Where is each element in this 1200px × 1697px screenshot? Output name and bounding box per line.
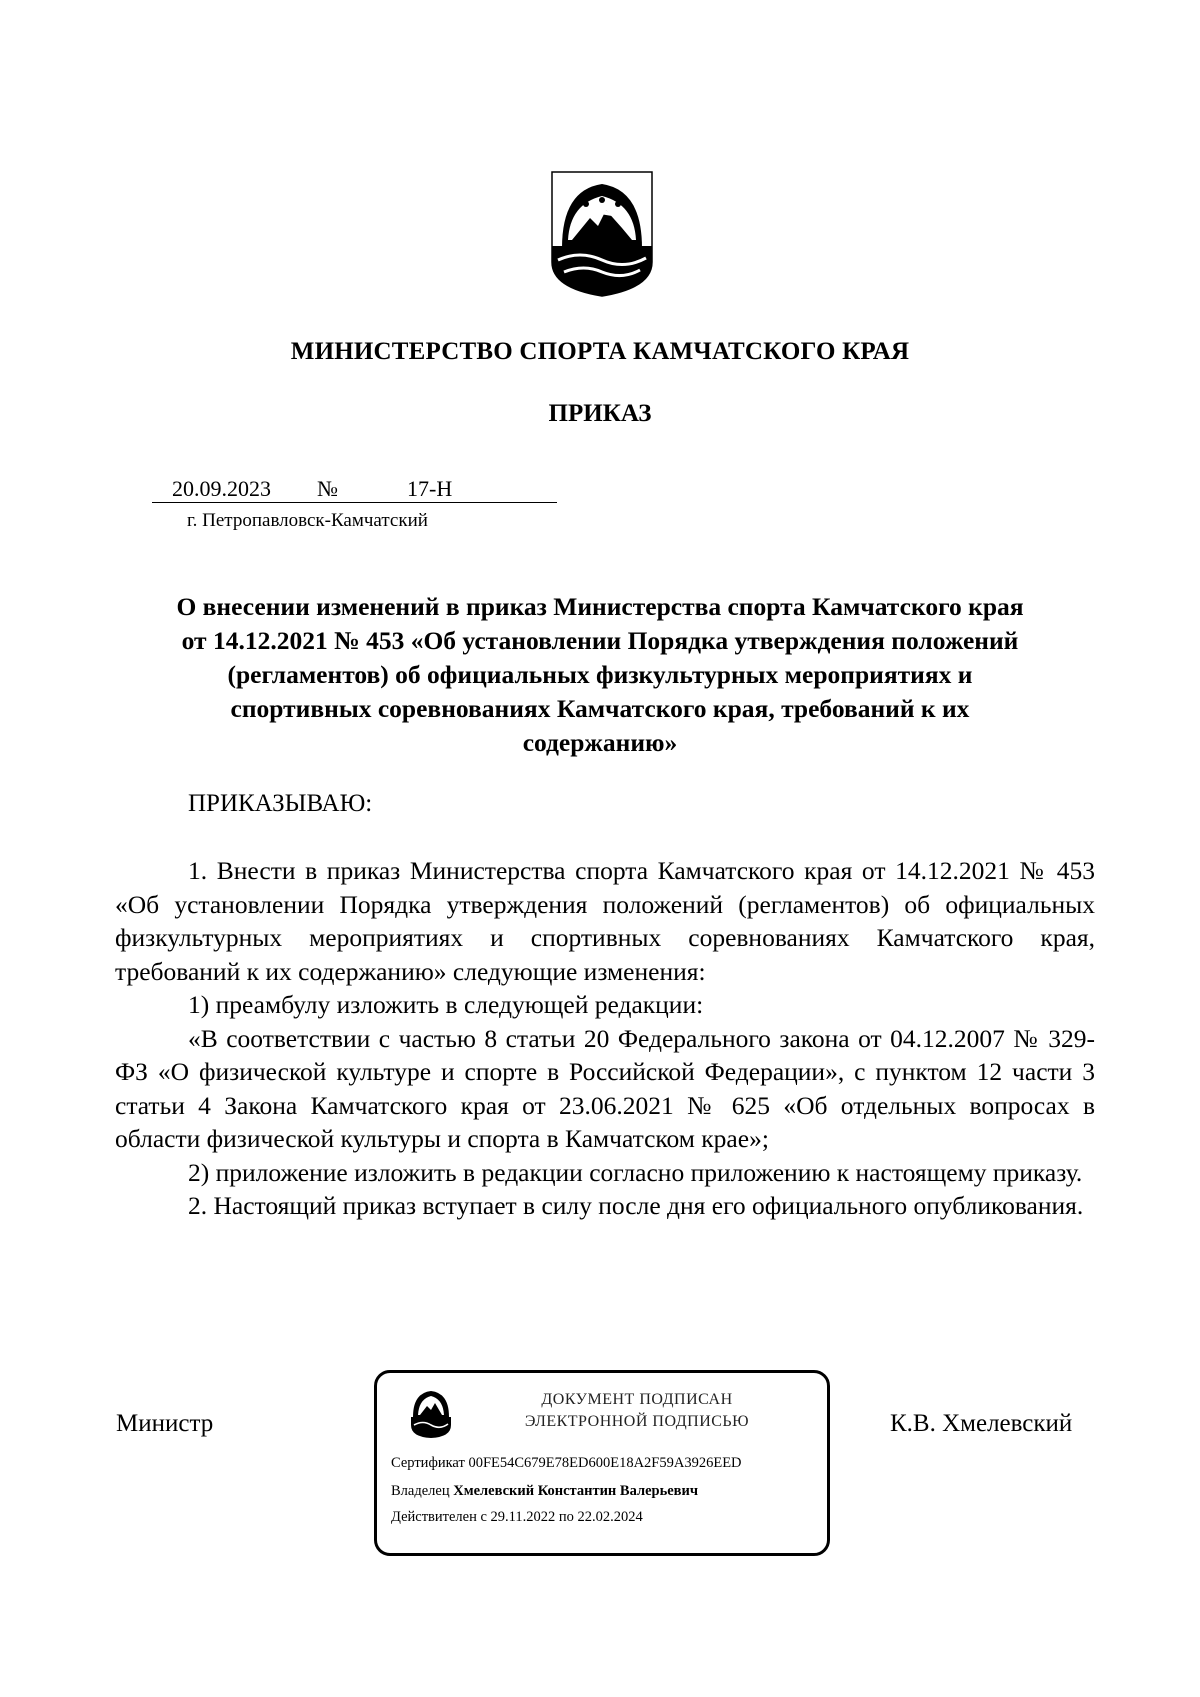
body-paragraph: 2) приложение изложить в редакции согласно приложению к настоящему приказу. <box>188 1157 1083 1187</box>
signatory-title: Министр <box>116 1410 214 1437</box>
signatory-name: К.В. Хмелевский <box>890 1410 1073 1437</box>
document-title <box>110 590 1090 760</box>
stamp-emblem-icon <box>409 1387 453 1439</box>
title-line: (регламентов) об официальных физкультурных мероприятиях и <box>227 660 973 689</box>
order-date: 20.09.2023 <box>172 476 271 501</box>
order-word: ПРИКАЗЫВАЮ: <box>188 790 373 817</box>
city: г. Петропавловск-Камчатский <box>187 510 428 531</box>
body-paragraph: 1) преамбулу изложить в следующей редакции: <box>188 990 704 1019</box>
body-paragraph: 2. Настоящий приказ вступает в силу после дня его официального опубликования. <box>188 1191 1084 1220</box>
stamp-header-line2: ЭЛЕКТРОННОЙ ПОДПИСЬЮ <box>524 1413 750 1430</box>
stamp-owner: Владелец Хмелевский Константин Валерьевич <box>391 1483 699 1499</box>
electronic-signature-stamp <box>374 1370 830 1556</box>
body-paragraph: «В соответствии с частью 8 статьи 20 Федерального закона от 04.12.2007 № 329-ФЗ «О физической культуре и спорте в Российской Федерации», с пунктом 12 части 3 статьи 4 Закона Камчатского края от 23.06.2021 № 625 «Об отдельных вопросах в области физической культуры и спорта в Камчатском крае»; <box>115 1023 1095 1153</box>
body-paragraph: 1. Внести в приказ Министерства спорта Камчатского края от 14.12.2021 № 453 «Об установлении Порядка утверждения положений (регламентов) об официальных физкультурных мероприятиях и спортивных соревнованиях Камчатского края, требований к их содержанию» следующие изменения: <box>115 856 1095 986</box>
title-line: от 14.12.2021 № 453 «Об установлении Порядка утверждения положений <box>181 626 1019 655</box>
stamp-validity: Действителен с 29.11.2022 по 22.02.2024 <box>391 1509 643 1525</box>
title-line: содержанию» <box>522 728 678 757</box>
stamp-certificate: Сертификат 00FE54C679E78ED600E18A2F59A3926EED <box>391 1455 742 1471</box>
ministry-name: МИНИСТЕРСТВО СПОРТА КАМЧАТСКОГО КРАЯ <box>290 338 910 365</box>
number-sign: № <box>317 476 338 501</box>
document-body <box>115 854 1095 1223</box>
title-line: спортивных соревнованиях Камчатского края, требований к их <box>230 694 970 723</box>
date-number-line <box>152 476 557 503</box>
order-number: 17-Н <box>407 476 453 501</box>
document-type: ПРИКАЗ <box>548 400 652 427</box>
stamp-header-line1: ДОКУМЕНТ ПОДПИСАН <box>541 1391 733 1408</box>
coat-of-arms-emblem <box>550 170 654 298</box>
title-line: О внесении изменений в приказ Министерства спорта Камчатского края <box>176 592 1024 621</box>
